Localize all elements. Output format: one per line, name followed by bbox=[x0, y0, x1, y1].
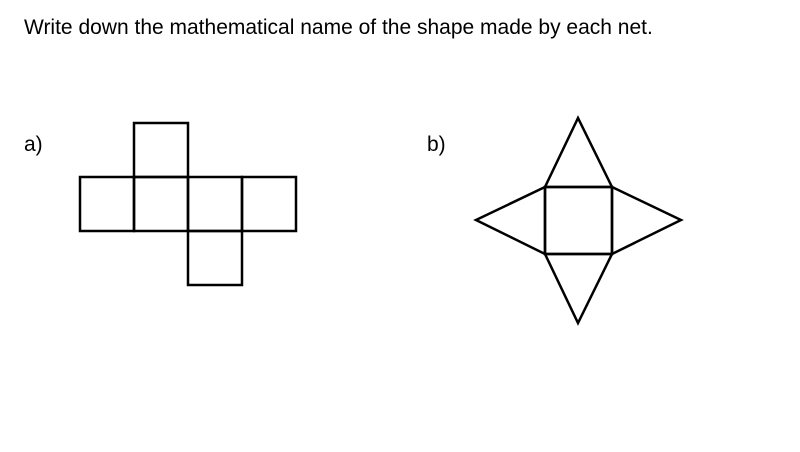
pyramid-base-square bbox=[545, 187, 612, 254]
pyramid-face-top bbox=[545, 118, 612, 187]
cube-face-top bbox=[134, 123, 188, 177]
part-a-label: a) bbox=[24, 133, 43, 156]
cube-face-bottom bbox=[188, 231, 242, 285]
cube-face-right bbox=[188, 177, 242, 231]
cube-net bbox=[80, 123, 296, 285]
cube-face-front bbox=[134, 177, 188, 231]
cube-face-back bbox=[242, 177, 296, 231]
pyramid-net bbox=[476, 118, 681, 323]
pyramid-face-right bbox=[612, 187, 681, 254]
cube-face-left bbox=[80, 177, 134, 231]
pyramid-face-left bbox=[476, 187, 545, 254]
part-b-label: b) bbox=[427, 133, 446, 156]
pyramid-face-bottom bbox=[545, 254, 612, 323]
question-text: Write down the mathematical name of the shape made by each net. bbox=[24, 16, 653, 39]
